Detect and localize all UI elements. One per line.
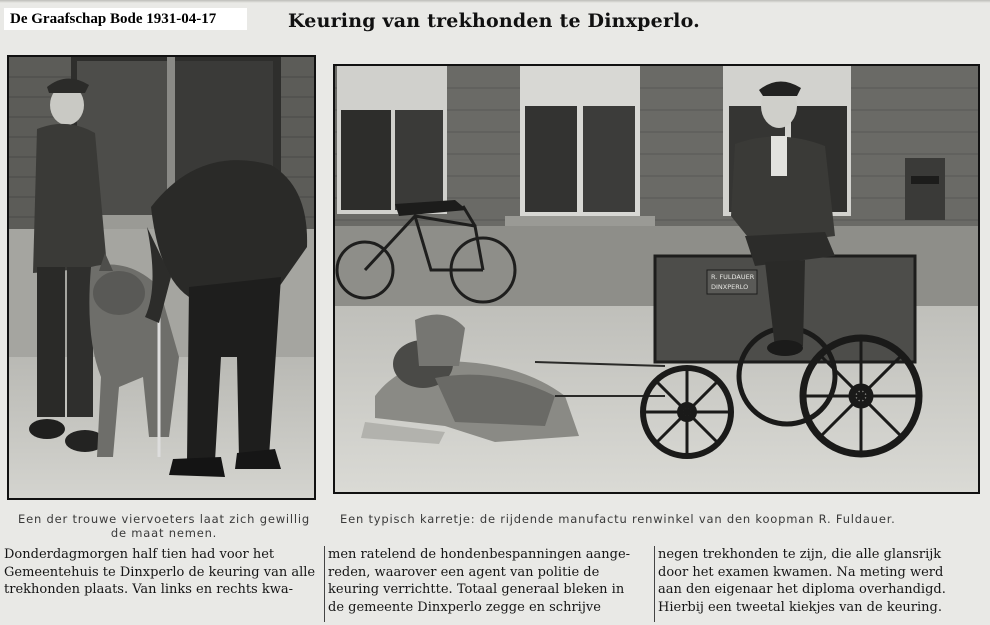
article-line: trekhonden plaats. Van links en rechts kwa- xyxy=(4,582,293,597)
photo-caption-right: Een typisch karretje: de rijdende manufactu renwinkel van den koopman R. Fuldauer. xyxy=(340,512,896,526)
article-line: reden, waarover een agent van politie de xyxy=(328,564,600,580)
page-top-edge xyxy=(0,0,990,3)
column-divider xyxy=(654,546,655,622)
photo-dog-measuring xyxy=(7,55,316,500)
article-line: aan den eigenaar het diploma overhandigd. xyxy=(658,582,946,597)
photo-dog-measuring-image xyxy=(9,57,314,498)
source-label: De Graafschap Bode 1931-04-17 xyxy=(4,8,247,30)
article-line: men ratelend de hondenbespanningen aange- xyxy=(328,547,631,562)
photo-caption-left xyxy=(4,512,324,540)
article-line: door het examen kwamen. Na meting werd xyxy=(658,564,944,580)
photo-dog-cart xyxy=(333,64,980,494)
caption-left-line1: Een der trouwe viervoeters laat zich gewillig xyxy=(18,512,310,526)
article-column-3 xyxy=(658,546,984,616)
cart-lettering-line2: DINXPERLO xyxy=(711,283,749,291)
article-line: keuring verrichtte. Totaal generaal bleken in xyxy=(328,582,625,597)
article-line: Gemeentehuis te Dinxperlo de keuring van alle xyxy=(4,564,316,580)
article-headline: Keuring van trekhonden te Dinxperlo. xyxy=(288,10,700,32)
caption-left-line2: de maat nemen. xyxy=(110,526,218,540)
article-line: Donderdagmorgen half tien had voor het xyxy=(4,547,275,562)
article-line: negen trekhonden te zijn, die alle glansrijk xyxy=(658,547,942,562)
column-divider xyxy=(324,546,325,622)
article-line: Hierbij een tweetal kiekjes van de keuring. xyxy=(658,599,942,615)
photo-dog-cart-image xyxy=(335,66,978,492)
article-column-2 xyxy=(328,546,648,616)
article-column-1 xyxy=(4,546,322,599)
cart-lettering-line1: R. FULDAUER xyxy=(711,273,755,281)
article-line: de gemeente Dinxperlo zegge en schrijve xyxy=(328,599,601,615)
